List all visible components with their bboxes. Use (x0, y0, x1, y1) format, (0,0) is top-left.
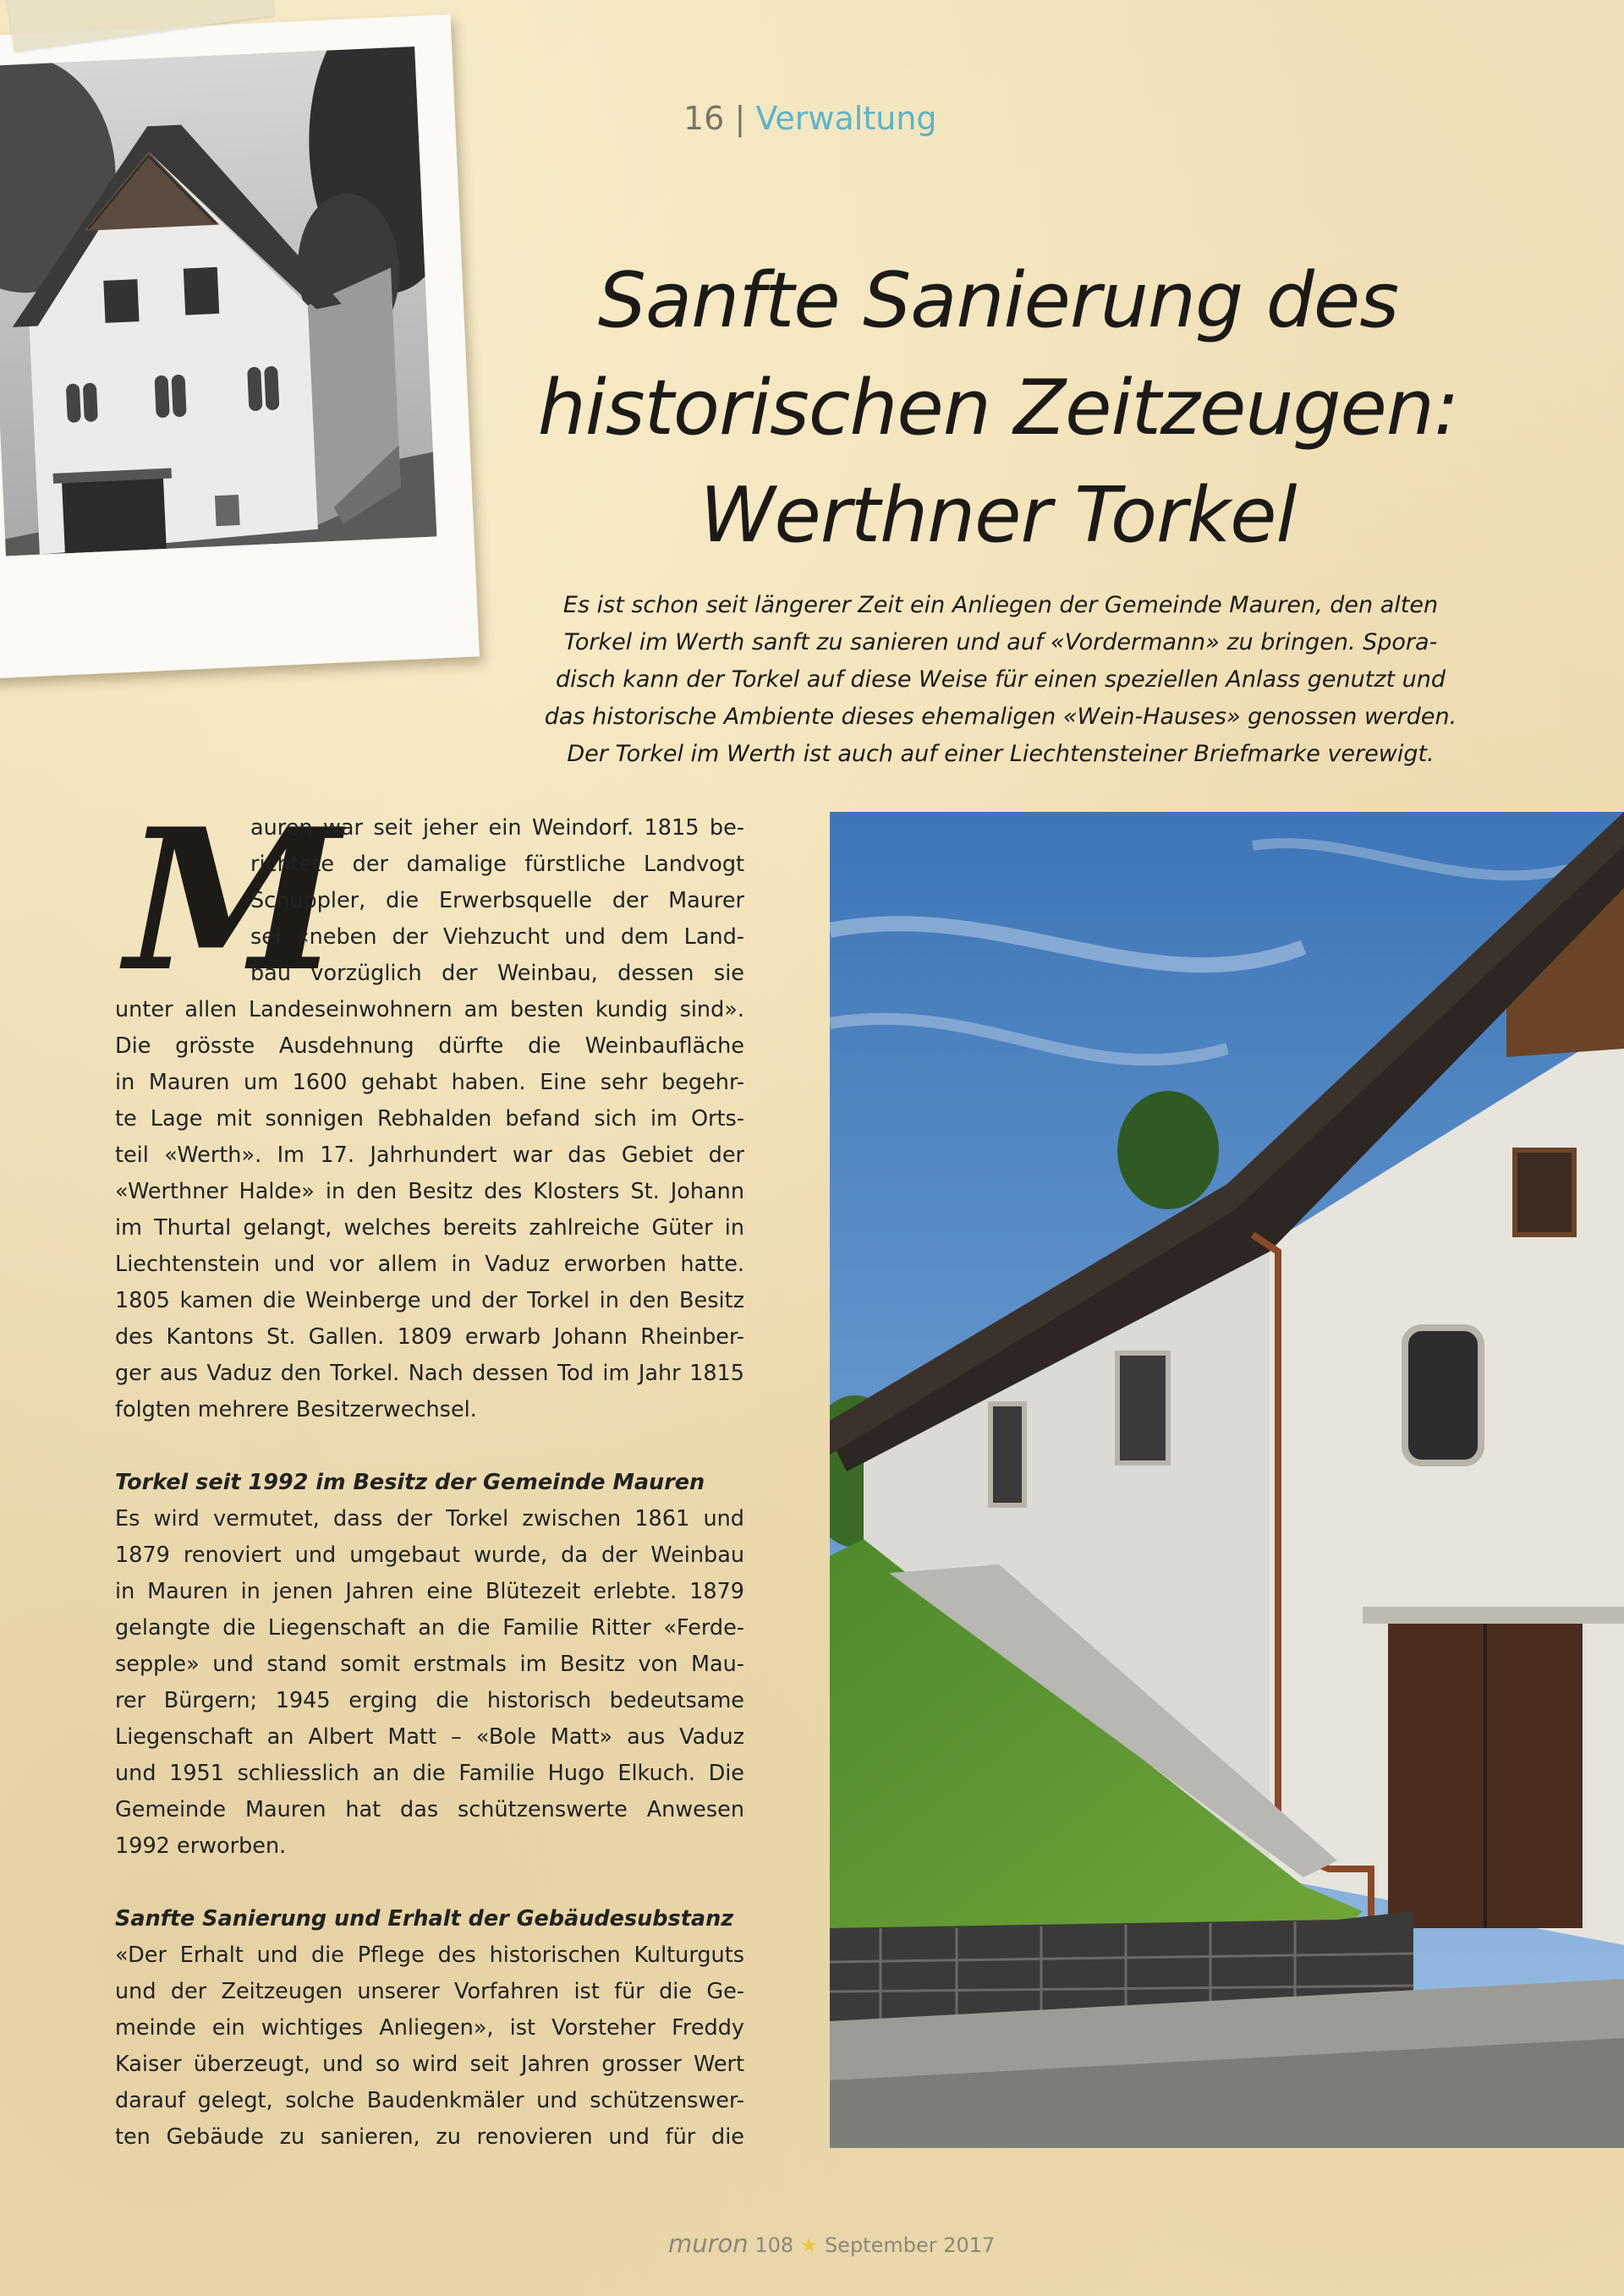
title-line: Sanfte Sanierung des (597, 256, 1399, 345)
body-line: teil «Werth». Im 17. Jahrhundert war das Gebiet der (115, 1143, 744, 1168)
polaroid-photo-frame (0, 14, 480, 679)
body-line: sepple» und stand somit erstmals im Besitz von Mau- (115, 1652, 744, 1677)
issue-date: September 2017 (824, 2233, 996, 2257)
page-number: 16 (683, 100, 725, 137)
lead-line: das historische Ambiente dieses ehemaligen «Wein-Hauses» genossen werden. (544, 704, 1457, 730)
subheading: Sanfte Sanierung und Erhalt der Gebäudesubstanz (115, 1906, 734, 1932)
body-line: Liegenschaft an Albert Matt – «Bole Matt» aus Vaduz (115, 1724, 744, 1750)
historic-house-image (0, 47, 436, 556)
issue-number: 108 (754, 2233, 794, 2257)
body-line: Die grösste Ausdehnung dürfte die Weinbaufläche (115, 1033, 744, 1059)
body-line: meinde ein wichtiges Anliegen», ist Vorsteher Freddy (115, 2015, 744, 2041)
body-line: folgten mehrere Besitzerwechsel. (115, 1397, 477, 1422)
body-line: Liechtenstein und vor allem in Vaduz erworben hatte. (115, 1252, 744, 1277)
lead-line: Es ist schon seit längerer Zeit ein Anliegen der Gemeinde Mauren, den alten (562, 592, 1439, 618)
title-line: Werthner Torkel (700, 471, 1297, 560)
body-line: in Mauren in jenen Jahren eine Blütezeit erlebte. 1879 (115, 1579, 744, 1604)
lead-line: Torkel im Werth sanft zu sanieren und auf «Vordermann» zu bringen. Spora- (563, 629, 1438, 655)
body-line: bau vorzüglich der Weinbau, dessen sie (250, 961, 744, 986)
body-line: unter allen Landeseinwohnern am besten kundig sind». (115, 997, 744, 1022)
body-line: des Kantons St. Gallen. 1809 erwarb Johann Rheinber- (115, 1324, 744, 1350)
header-separator: | (734, 100, 746, 137)
body-line: darauf gelegt, solche Baudenkmäler und schützenswer- (115, 2088, 744, 2113)
historic-bw-photo (0, 47, 436, 556)
lead-line: Der Torkel im Werth ist auch auf einer Liechtensteiner Briefmarke verewigt. (567, 741, 1435, 767)
section-name: Verwaltung (755, 100, 937, 137)
body-line: sei «neben der Viehzucht und dem Land- (250, 924, 744, 950)
body-line: auren war seit jeher ein Weindorf. 1815 be- (250, 815, 744, 841)
body-line: und der Zeitzeugen unserer Vorfahren ist für die Ge- (115, 1979, 744, 2004)
body-line: Schuppler, die Erwerbsquelle der Maurer (250, 888, 744, 913)
magazine-name: muron (668, 2229, 749, 2258)
body-line: gelangte die Liegenschaft an die Familie Ritter «Ferde- (115, 1615, 744, 1641)
body-line: «Werthner Halde» in den Besitz des Klosters St. Johann (115, 1179, 744, 1204)
body-line: Es wird vermutet, dass der Torkel zwischen 1861 und (115, 1506, 744, 1532)
body-line: richtete der damalige fürstliche Landvogt (250, 852, 744, 877)
torkel-color-photo (830, 812, 1624, 2148)
subheading: Torkel seit 1992 im Besitz der Gemeinde Mauren (115, 1470, 705, 1495)
torkel-building-image (830, 812, 1624, 2148)
body-line: in Mauren um 1600 gehabt haben. Eine sehr begehr- (115, 1070, 744, 1095)
body-line: 1992 erworben. (115, 1833, 287, 1859)
article-title (474, 247, 1522, 569)
body-line: ten Gebäude zu sanieren, zu renovieren und für die (115, 2124, 744, 2150)
body-line: im Thurtal gelangt, welches bereits zahlreiche Güter in (115, 1215, 744, 1241)
body-line: 1879 renoviert und umgebaut wurde, da der Weinbau (115, 1543, 744, 1568)
body-line: Kaiser überzeugt, und so wird seit Jahren grosser Wert (115, 2052, 744, 2077)
body-line: 1805 kamen die Weinberge und der Torkel in den Besitz (115, 1288, 744, 1313)
body-line: und 1951 schliesslich an die Familie Hugo Elkuch. Die (115, 1761, 744, 1786)
lead-line: disch kann der Torkel auf diese Weise für einen speziellen Anlass genutzt und (556, 666, 1446, 693)
page-footer (668, 2229, 995, 2258)
drop-cap: M (125, 786, 341, 1015)
body-line: ger aus Vaduz den Torkel. Nach dessen Tod im Jahr 1815 (115, 1361, 744, 1386)
page-header (683, 100, 937, 137)
body-line: te Lage mit sonnigen Rebhalden befand sich im Orts- (115, 1106, 744, 1132)
body-line: «Der Erhalt und die Pflege des historischen Kulturguts (115, 1943, 744, 1968)
body-line: rer Bürgern; 1945 erging die historisch bedeutsame (115, 1688, 744, 1713)
star-icon: ★ (799, 2233, 819, 2257)
article-lead (489, 587, 1512, 773)
title-line: historischen Zeitzeugen: (537, 364, 1459, 452)
article-body (115, 810, 744, 2156)
body-line: Gemeinde Mauren hat das schützenswerte Anwesen (115, 1797, 744, 1822)
